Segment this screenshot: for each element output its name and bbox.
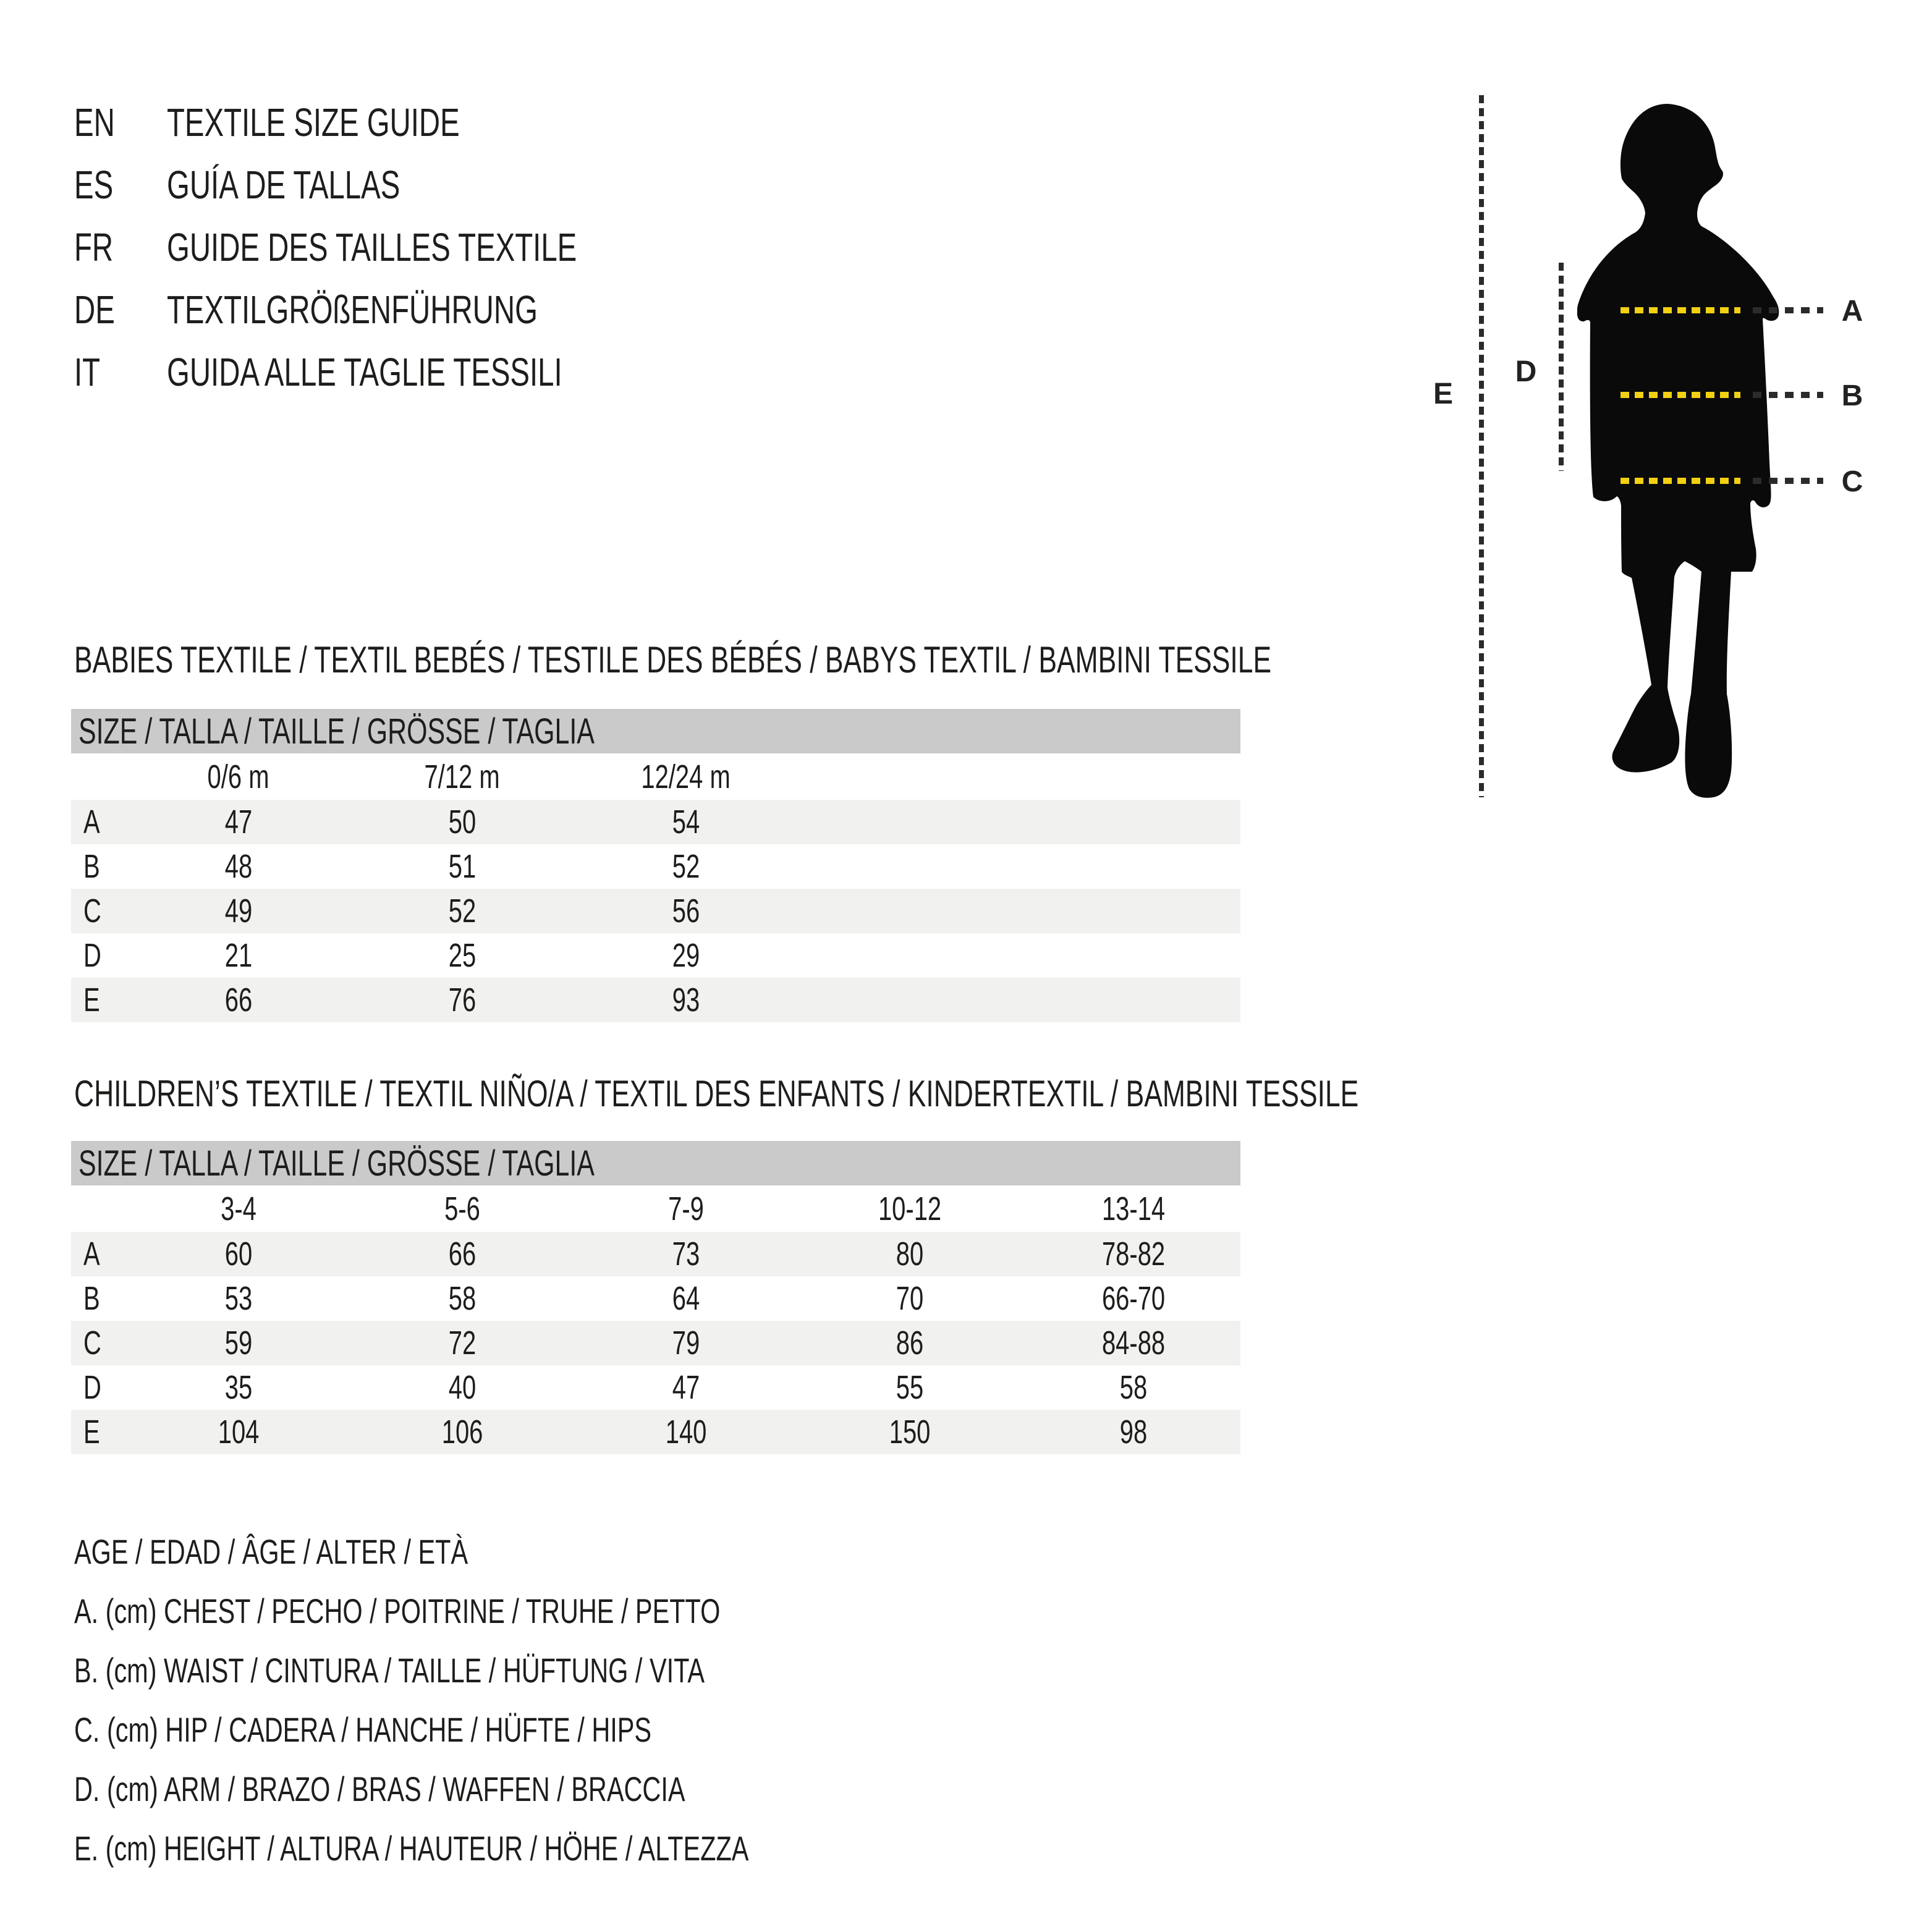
size-value: 58 bbox=[1119, 1369, 1148, 1406]
size-value: 86 bbox=[896, 1324, 924, 1362]
measure-label-e: E bbox=[1433, 378, 1454, 410]
size-value: 53 bbox=[224, 1280, 253, 1317]
column-header: 10-12 bbox=[878, 1190, 942, 1227]
row-label: C bbox=[83, 892, 101, 930]
measure-label-d: D bbox=[1515, 355, 1537, 388]
language-row-es bbox=[74, 163, 482, 207]
language-code: EN bbox=[74, 100, 115, 145]
legend-line-age: AGE / EDAD / ÂGE / ALTER / ETÀ bbox=[74, 1532, 468, 1571]
table-row bbox=[71, 1365, 1240, 1410]
language-row-en bbox=[74, 100, 562, 145]
size-value: 55 bbox=[896, 1369, 924, 1406]
size-value: 70 bbox=[896, 1280, 924, 1317]
language-title: TEXTILGRÖßENFÜHRUNG bbox=[167, 287, 538, 332]
table-row bbox=[71, 978, 1240, 1022]
size-value: 73 bbox=[672, 1235, 700, 1273]
size-value: 80 bbox=[896, 1235, 924, 1273]
size-value: 40 bbox=[448, 1369, 477, 1406]
row-label: D bbox=[83, 937, 101, 974]
child-silhouette-diagram bbox=[1421, 87, 1910, 807]
legend-line-hip: C. (cm) HIP / CADERA / HANCHE / HÜFTE / HIPS bbox=[74, 1710, 652, 1749]
column-header: 12/24 m bbox=[641, 758, 731, 795]
babies-section-title: BABIES TEXTILE / TEXTIL BEBÉS / TESTILE DES BÉBÉS / BABYS TEXTIL / BAMBINI TESSILE bbox=[74, 639, 1272, 680]
size-value: 35 bbox=[224, 1369, 253, 1406]
legend-line-height: E. (cm) HEIGHT / ALTURA / HAUTEUR / HÖHE / ALTEZZA bbox=[74, 1828, 749, 1868]
children-table-header-bar: SIZE / TALLA / TAILLE / GRÖSSE / TAGLIA bbox=[71, 1141, 1240, 1185]
measurement-legend bbox=[74, 1522, 986, 1878]
language-row-it bbox=[74, 350, 701, 394]
column-header: 7/12 m bbox=[424, 758, 501, 795]
table-row bbox=[71, 844, 1240, 889]
measure-label-c: C bbox=[1841, 465, 1863, 498]
size-value: 29 bbox=[672, 937, 700, 974]
children-section-title: CHILDREN’S TEXTILE / TEXTIL NIÑO/A / TEXTIL DES ENFANTS / KINDERTEXTIL / BAMBINI TESSILE bbox=[74, 1073, 1359, 1114]
size-value: 78-82 bbox=[1101, 1235, 1166, 1273]
size-value: 47 bbox=[224, 803, 253, 841]
size-value: 72 bbox=[448, 1324, 477, 1362]
row-label: E bbox=[83, 1413, 100, 1451]
legend-line-chest: A. (cm) CHEST / PECHO / POITRINE / TRUHE / PETTO bbox=[74, 1591, 721, 1630]
language-title: GUIDE DES TAILLES TEXTILE bbox=[167, 225, 577, 269]
column-header: 0/6 m bbox=[208, 758, 269, 795]
babies-table-header-bar: SIZE / TALLA / TAILLE / GRÖSSE / TAGLIA bbox=[71, 709, 1240, 753]
row-label: A bbox=[83, 1235, 100, 1273]
measurement-figure bbox=[1421, 87, 1910, 807]
babies-size-table bbox=[71, 709, 1240, 1022]
table-row bbox=[71, 1410, 1240, 1454]
size-value: 76 bbox=[448, 981, 477, 1019]
size-value: 84-88 bbox=[1101, 1324, 1166, 1362]
children-column-headers bbox=[71, 1185, 1240, 1232]
column-header: 13-14 bbox=[1101, 1190, 1166, 1227]
size-value: 52 bbox=[448, 892, 477, 930]
row-label: C bbox=[83, 1324, 101, 1362]
table-row bbox=[71, 889, 1240, 933]
size-value: 79 bbox=[672, 1324, 700, 1362]
size-value: 64 bbox=[672, 1280, 700, 1317]
language-row-de bbox=[74, 287, 668, 332]
babies-column-headers bbox=[71, 753, 1240, 800]
size-value: 52 bbox=[672, 848, 700, 885]
language-code: ES bbox=[74, 163, 114, 207]
table-row bbox=[71, 1321, 1240, 1365]
size-value: 106 bbox=[441, 1413, 483, 1451]
size-value: 51 bbox=[448, 848, 477, 885]
size-value: 50 bbox=[448, 803, 477, 841]
language-code: FR bbox=[74, 225, 114, 269]
table-row bbox=[71, 933, 1240, 978]
size-value: 140 bbox=[665, 1413, 707, 1451]
column-header: 5-6 bbox=[444, 1190, 480, 1227]
size-value: 66-70 bbox=[1101, 1280, 1166, 1317]
size-value: 49 bbox=[224, 892, 253, 930]
size-value: 150 bbox=[889, 1413, 931, 1451]
row-label: E bbox=[83, 981, 100, 1019]
row-label: D bbox=[83, 1369, 101, 1406]
size-value: 93 bbox=[672, 981, 700, 1019]
language-row-fr bbox=[74, 225, 721, 269]
size-value: 25 bbox=[448, 937, 477, 974]
table-row bbox=[71, 800, 1240, 844]
language-title: GUÍA DE TALLAS bbox=[167, 163, 400, 207]
size-value: 48 bbox=[224, 848, 253, 885]
size-value: 60 bbox=[224, 1235, 253, 1273]
measure-label-b: B bbox=[1841, 379, 1863, 412]
language-code: IT bbox=[74, 350, 101, 394]
size-value: 21 bbox=[224, 937, 253, 974]
language-title: TEXTILE SIZE GUIDE bbox=[167, 100, 460, 145]
child-silhouette bbox=[1577, 104, 1779, 798]
column-header: 7-9 bbox=[668, 1190, 704, 1227]
size-value: 66 bbox=[448, 1235, 477, 1273]
size-value: 54 bbox=[672, 803, 700, 841]
table-row bbox=[71, 1276, 1240, 1321]
column-header: 3-4 bbox=[221, 1190, 256, 1227]
row-label: B bbox=[83, 848, 100, 885]
table-row bbox=[71, 1232, 1240, 1276]
size-value: 58 bbox=[448, 1280, 477, 1317]
size-value: 56 bbox=[672, 892, 700, 930]
size-value: 66 bbox=[224, 981, 253, 1019]
legend-line-waist: B. (cm) WAIST / CINTURA / TAILLE / HÜFTUNG / VITA bbox=[74, 1650, 705, 1690]
row-label: A bbox=[83, 803, 100, 841]
legend-line-arm: D. (cm) ARM / BRAZO / BRAS / WAFFEN / BRACCIA bbox=[74, 1769, 685, 1808]
size-value: 104 bbox=[218, 1413, 260, 1451]
language-title: GUIDA ALLE TAGLIE TESSILI bbox=[167, 350, 562, 394]
children-size-table bbox=[71, 1141, 1240, 1454]
row-label: B bbox=[83, 1280, 100, 1317]
language-code: DE bbox=[74, 287, 115, 332]
size-value: 98 bbox=[1119, 1413, 1148, 1451]
size-value: 59 bbox=[224, 1324, 253, 1362]
size-value: 47 bbox=[672, 1369, 700, 1406]
measure-label-a: A bbox=[1841, 295, 1863, 328]
